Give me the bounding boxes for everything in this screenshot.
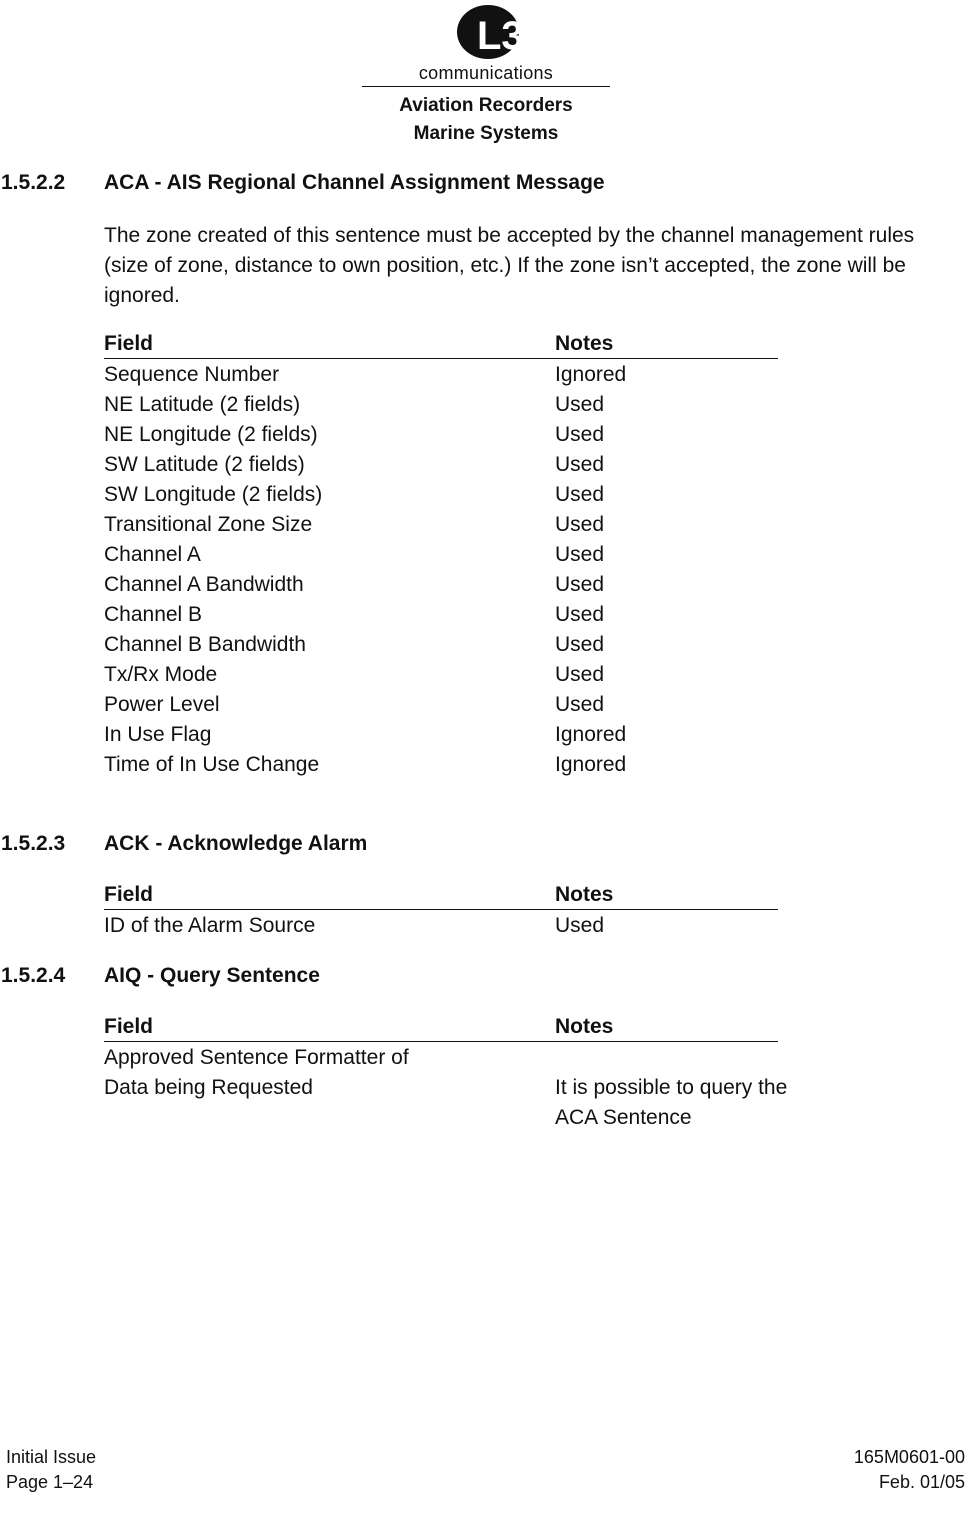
footer-left xyxy=(6,1445,96,1495)
footer-right xyxy=(854,1445,965,1495)
field-cell: Channel B Bandwidth xyxy=(104,633,306,656)
section-number: 1.5.2.3 xyxy=(1,832,66,855)
table-row xyxy=(104,720,864,750)
column-header-notes: Notes xyxy=(555,1015,614,1038)
column-header-notes: Notes xyxy=(555,332,614,355)
notes-cell: Ignored xyxy=(555,363,627,386)
notes-cell: Used xyxy=(555,423,605,446)
footer-date: Feb. 01/05 xyxy=(878,1472,965,1492)
table-header xyxy=(104,332,778,359)
table-header xyxy=(104,883,778,910)
notes-cell: Used xyxy=(555,603,605,626)
table-row xyxy=(104,570,864,600)
footer-page-number: Page 1–24 xyxy=(6,1472,94,1492)
section-number: 1.5.2.4 xyxy=(1,964,66,987)
field-cell: Transitional Zone Size xyxy=(104,513,313,536)
logo-letter-l: L3 xyxy=(477,14,521,58)
footer-issue: Initial Issue xyxy=(6,1447,97,1467)
section-title: ACA - AIS Regional Channel Assignment Message xyxy=(104,171,605,194)
l3-logo xyxy=(455,3,521,61)
notes-cell: It is possible to query the xyxy=(555,1076,788,1099)
notes-cell: Used xyxy=(555,663,605,686)
table-header xyxy=(104,1015,778,1042)
table-row xyxy=(104,600,864,630)
field-cell: Channel B xyxy=(104,603,203,626)
field-cell: Data being Requested xyxy=(104,1076,313,1099)
l3-logo-icon xyxy=(455,3,521,61)
field-cell: Time of In Use Change xyxy=(104,753,320,776)
table-row xyxy=(104,390,864,420)
section-paragraph: The zone created of this sentence must be accepted by the channel management rules (size of zone, distance to own position, etc.) If the zone isn’t accepted, the zone will be ignored. xyxy=(104,224,915,307)
notes-cell: Used xyxy=(555,573,605,596)
table-row xyxy=(104,1103,864,1133)
field-cell: SW Longitude (2 fields) xyxy=(104,483,323,506)
table-row xyxy=(104,450,864,480)
field-cell: Power Level xyxy=(104,693,220,716)
field-cell: Channel A Bandwidth xyxy=(104,573,304,596)
company-name: communications xyxy=(418,63,554,83)
table-row xyxy=(104,1073,864,1103)
table-row xyxy=(104,750,864,780)
notes-cell: Ignored xyxy=(555,753,627,776)
logo-divider xyxy=(362,86,610,87)
table-row xyxy=(104,630,864,660)
field-cell: Approved Sentence Formatter of xyxy=(104,1046,409,1069)
notes-cell: Used xyxy=(555,633,605,656)
notes-cell: Used xyxy=(555,513,605,536)
field-cell: NE Latitude (2 fields) xyxy=(104,393,301,416)
table-row xyxy=(104,1043,864,1073)
field-cell: Tx/Rx Mode xyxy=(104,663,218,686)
table-row xyxy=(104,510,864,540)
table-row xyxy=(104,360,864,390)
section-number: 1.5.2.2 xyxy=(1,171,66,194)
notes-cell: ACA Sentence xyxy=(555,1106,692,1129)
notes-cell: Used xyxy=(555,914,605,937)
field-cell: In Use Flag xyxy=(104,723,212,746)
table-row xyxy=(104,480,864,510)
notes-cell: Used xyxy=(555,543,605,566)
section-title: AIQ - Query Sentence xyxy=(104,964,320,987)
field-cell: SW Latitude (2 fields) xyxy=(104,453,305,476)
notes-cell: Ignored xyxy=(555,723,627,746)
field-cell: NE Longitude (2 fields) xyxy=(104,423,318,446)
table-row xyxy=(104,911,864,941)
notes-cell: Used xyxy=(555,693,605,716)
footer-document-number: 165M0601-00 xyxy=(853,1447,965,1467)
field-cell: Channel A xyxy=(104,543,201,566)
notes-cell: Used xyxy=(555,393,605,416)
division-aviation-recorders: Aviation Recorders xyxy=(399,95,573,116)
table-row xyxy=(104,660,864,690)
column-header-notes: Notes xyxy=(555,883,614,906)
field-cell: Sequence Number xyxy=(104,363,280,386)
field-cell: ID of the Alarm Source xyxy=(104,914,316,937)
table-row xyxy=(104,540,864,570)
notes-cell: Used xyxy=(555,483,605,506)
column-header-field: Field xyxy=(104,883,154,906)
table-row xyxy=(104,420,864,450)
section-title: ACK - Acknowledge Alarm xyxy=(104,832,368,855)
column-header-field: Field xyxy=(104,1015,154,1038)
column-header-field: Field xyxy=(104,332,154,355)
notes-cell: Used xyxy=(555,453,605,476)
division-marine-systems: Marine Systems xyxy=(413,123,559,144)
table-row xyxy=(104,690,864,720)
